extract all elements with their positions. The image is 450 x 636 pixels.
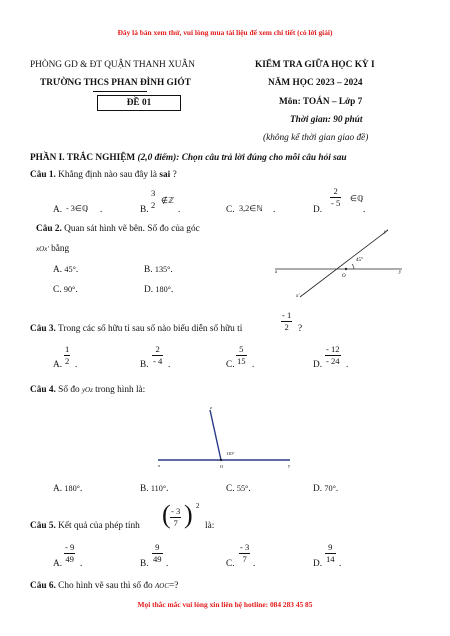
q5-fraction: $\frac{- 3}{7}$ — [171, 506, 181, 528]
department-name: PHÒNG GD & ĐT QUẬN THANH XUÂN — [30, 60, 195, 70]
line-xpyp — [300, 230, 388, 297]
section-title: PHẦN I. TRẮC NGHIỆM — [30, 153, 136, 163]
q5-option-d-label[interactable]: D. — [313, 559, 323, 569]
time-note: (không kể thời gian giao đề) — [263, 133, 369, 143]
point-o — [345, 268, 347, 270]
q3-option-b-label[interactable]: B. — [140, 360, 149, 370]
q5-option-a-label[interactable]: A. — [53, 559, 63, 569]
school-year: NĂM HỌC 2023 – 2024 — [268, 78, 363, 88]
q3-option-b: $\frac{2}{- 4}$ — [153, 344, 163, 366]
option-a-value: - 3∈ℚ — [66, 204, 89, 213]
label-z: z — [210, 405, 212, 410]
q2-option-c[interactable]: C. 90°. — [53, 285, 78, 295]
option-c-value: 3,2∈ℕ — [239, 204, 263, 213]
question-5: Câu 5. Kết quả của phép tính — [30, 521, 140, 531]
angle-symbol: yOz — [81, 386, 93, 394]
question-3: Câu 3. Trong các số hữu tỉ sau số nào biểu diễn số hữu tỉ — [30, 324, 243, 334]
option-b-relation: ∉ℤ — [161, 196, 175, 205]
q5-option-b: $\frac{9}{49}$ — [153, 542, 162, 564]
q4-figure — [150, 400, 300, 475]
q3-option-a: $\frac{1}{2}$ — [65, 344, 70, 366]
section-instruction: Chọn câu trả lời đúng cho mỗi câu hỏi sau — [181, 153, 347, 163]
q2-option-a[interactable]: A. 45°. — [53, 265, 79, 275]
preview-banner: Đây là bản xem thử, vui lòng mua tài liệu để xem chi tiết (có lời giải) — [117, 28, 333, 37]
angle-arc — [352, 264, 354, 269]
point-o — [220, 459, 222, 461]
q2-option-b[interactable]: B. 135°. — [144, 265, 173, 275]
exam-code-box: ĐỀ 01 — [97, 95, 181, 111]
label-x: x — [158, 463, 161, 468]
q5-option-a: $\frac{- 9}{49}$ — [65, 542, 75, 564]
label-o: O — [342, 274, 346, 279]
hotline-banner: Mọi thắc mắc vui lòng xin liên hệ hotline: 084 283 45 85 — [137, 600, 313, 609]
paren-right: ) — [184, 500, 193, 529]
q5-option-d: $\frac{9}{14}$ — [326, 542, 335, 564]
school-name: TRƯỜNG THCS PHAN ĐÌNH GIÓT — [40, 78, 191, 88]
label-x: x — [275, 270, 278, 275]
question-4: Câu 4. Số đo yOz trong hình là: — [30, 385, 146, 395]
q5-option-b-label[interactable]: B. — [140, 559, 149, 569]
option-b-label[interactable]: B. — [140, 205, 149, 215]
q3-option-c: $\frac{5}{15}$ — [237, 344, 246, 366]
q3-option-d-label[interactable]: D. — [313, 360, 323, 370]
q3-option-a-label[interactable]: A. — [53, 360, 63, 370]
q3-target-fraction: $\frac{- 1}{2}$ — [282, 310, 292, 332]
label-y: y — [288, 463, 291, 468]
q4-option-b[interactable]: B. 110°. — [140, 484, 169, 494]
label-angle: 45° — [356, 258, 363, 263]
question-2: Câu 2. Quan sát hình vẽ bên. Số đo của góc — [36, 224, 200, 234]
question-label: Câu 1. — [30, 170, 56, 180]
q4-option-a[interactable]: A. 180°. — [53, 484, 83, 494]
question-text: Khẳng định nào sau đây là — [58, 170, 158, 180]
label-angle: 110° — [226, 451, 235, 456]
option-c-label[interactable]: C. — [226, 205, 235, 215]
label-y: y — [399, 270, 402, 275]
q4-option-d[interactable]: D. 70°. — [313, 484, 339, 494]
question-end: ? — [172, 170, 177, 180]
angle-symbol: AOC — [155, 582, 170, 590]
question-2-angle: xOx' bằng — [36, 244, 70, 254]
question-1 — [30, 170, 177, 180]
section-heading — [30, 153, 347, 163]
label-xp: x' — [296, 294, 300, 299]
q5-option-c: $\frac{- 3}{7}$ — [240, 542, 250, 564]
option-d-fraction: $\frac{2}{- 5}$ — [331, 186, 341, 208]
ray-oz — [210, 410, 221, 460]
option-d-label[interactable]: D. — [313, 205, 323, 215]
subject: Môn: TOÁN – Lớp 7 — [279, 97, 363, 107]
school-underline — [93, 91, 147, 92]
paren-left: ( — [162, 500, 171, 529]
angle-symbol: xOx' — [36, 245, 49, 253]
option-a-label[interactable]: A. — [53, 205, 63, 215]
q3-option-c-label[interactable]: C. — [226, 360, 235, 370]
time-limit: Thời gian: 90 phút — [290, 115, 363, 125]
question-6: Câu 6. Cho hình vẽ sau thì số đo AOC=? — [30, 581, 179, 591]
q3-option-d: $\frac{- 12}{- 24}$ — [326, 344, 340, 366]
q4-option-c[interactable]: C. 55°. — [226, 484, 251, 494]
q5-option-c-label[interactable]: C. — [226, 559, 235, 569]
question-emphasis: sai — [159, 170, 171, 180]
q2-figure — [270, 225, 410, 305]
q5-exponent: 2 — [196, 502, 200, 510]
label-o: O — [220, 464, 224, 469]
section-points: (2,0 điểm): — [137, 153, 180, 163]
label-yp: y' — [384, 230, 388, 235]
exam-title: KIỂM TRA GIỮA HỌC KỲ I — [255, 60, 375, 70]
q2-option-d[interactable]: D. 180°. — [144, 285, 174, 295]
option-d-relation: ∈ℚ — [350, 194, 364, 203]
option-b-fraction: 3 2 — [151, 188, 156, 210]
